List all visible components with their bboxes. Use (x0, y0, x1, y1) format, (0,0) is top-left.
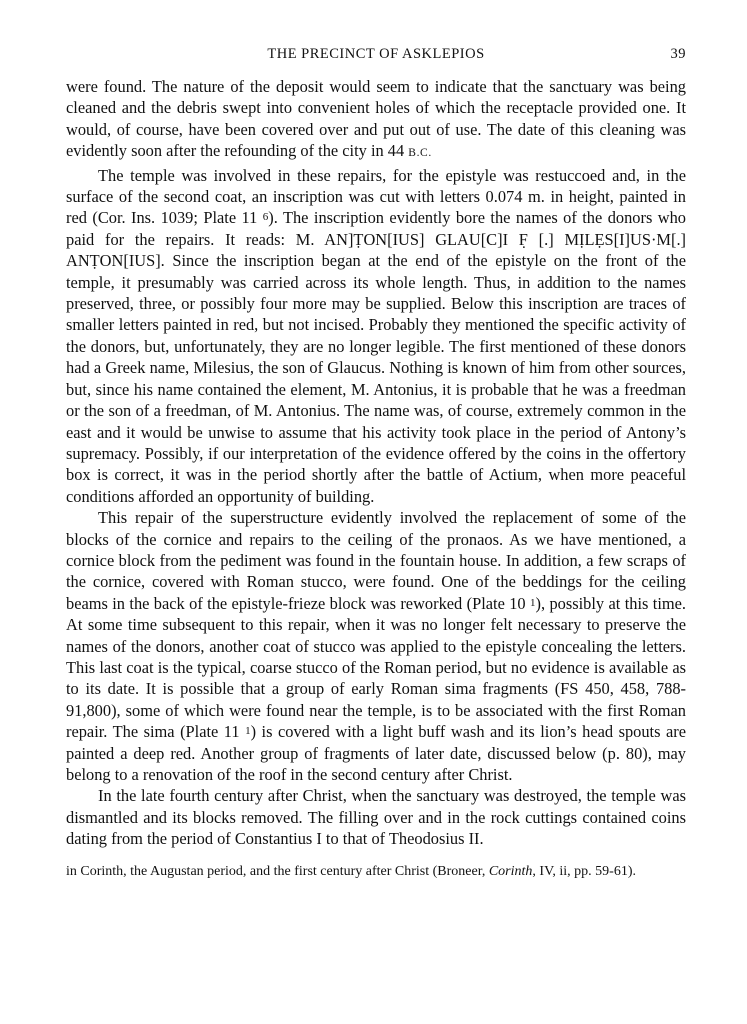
footnote (66, 862, 686, 881)
paragraph-1 (66, 76, 686, 165)
footnote-book-title: Corinth (488, 863, 533, 879)
plate-reference-10-1: 1 (530, 596, 536, 609)
paragraph-4-text: In the late fourth century after Christ, when the sanctuary was destroyed, the temple was dismantled and its blocks removed. The filling over and in the rock cuttings contained coins dating from the period of Constantius I to that of Theodosius II. (66, 786, 686, 849)
page-number: 39 (670, 46, 686, 62)
plate-reference-6: 6 (262, 211, 269, 224)
era-abbreviation: B.C. (408, 147, 432, 160)
body-text (66, 76, 686, 850)
plate-reference-11-1: 1 (245, 725, 251, 738)
running-title: THE PRECINCT OF ASKLEPIOS (267, 46, 485, 62)
paragraph-3-text-b: ), possibly at this time. At some time subsequent to this repair, when it was no longer felt necessary to preserve the names of the donors, another coat of stucco was applied to the epistyle concealing the letters. This last coat is the typical, coarse stucco of the Roman period, but no evidence is available as to its date. It is possible that a group of early Roman sima fragments (FS 450, 458, 788-91,800), some of which were found near the temple, is to be associated with the first Roman repair. The sima (Plate 11 (66, 593, 686, 742)
paragraph-4 (66, 785, 686, 849)
page (66, 46, 686, 881)
paragraph-3-text-c: ) is covered with a light buff wash and its lion’s head spouts are painted a deep red. Another group of fragments of later date, discussed below (p. 80), may belong to a renovation of the roof in the second century after Christ. (66, 722, 686, 784)
footnote-text-a: in Corinth, the Augustan period, and the first century after Christ (Broneer, (66, 863, 489, 879)
footnote-text-b: , IV, ii, pp. 59-61). (532, 863, 636, 879)
paragraph-2-text-a: The temple was involved in these repairs, for the epistyle was restuccoed and, in the surface of the second coat, an inscription was cut with letters 0.074 m. in height, painted in red (Cor. Ins. 1039; Plate 11 (66, 165, 686, 228)
paragraph-1-text: were found. The nature of the deposit would seem to indicate that the sanctuary was being cleaned and the debris swept into convenient holes of which the receptacle provided one. It would, of course, have been covered over and put out of use. The date of this cleaning was evidently soon after the refounding of the city in 44 (66, 77, 686, 161)
paragraph-2-text-b: ). The inscription evidently bore the names of the donors who paid for the repairs. It reads: M. AN]ṬON[IUS] GLAU[C]I F̣ [.] MỊLẸS[I]US·M[.] ANṬON[IUS]. Since the inscription began at the end of the epistyle on the front of the temple, it presumably was carried across its whole length. Thus, in addition to the names preserved, three, or possibly four more may be supplied. Below this inscription are traces of smaller letters painted in red, but not incised. Probably they mentioned the specific activity of the donors, but, unfortunately, they are no longer legible. The first mentioned of these donors had a Greek name, Milesius, the son of Glaucus. Nothing is known of him from other sources, but, since his name contained the element, M. Antonius, it is probable that he was a freedman or the son of a freedman, of M. Antonius. The name was, of course, extremely common in the east and it would be unwise to assume that his activity took place in the period of Antony’s supremacy. Possibly, if our interpretation of the evidence offered by the coins in the offertory box is correct, it was in the period shortly after the battle of Actium, when more peaceful conditions afforded an opportunity of building. (66, 208, 686, 506)
running-head (66, 46, 686, 70)
paragraph-2 (66, 165, 686, 508)
paragraph-3 (66, 507, 686, 785)
paragraph-3-text-a: This repair of the superstructure evidently involved the replacement of some of the blocks of the cornice and repairs to the ceiling of the pronaos. As we have mentioned, a cornice block from the pediment was found in the fountain house. In addition, a few scraps of the cornice, covered with Roman stucco, were found. One of the beddings for the ceiling beams in the back of the epistyle-frieze block was reworked (Plate 10 (66, 508, 686, 613)
